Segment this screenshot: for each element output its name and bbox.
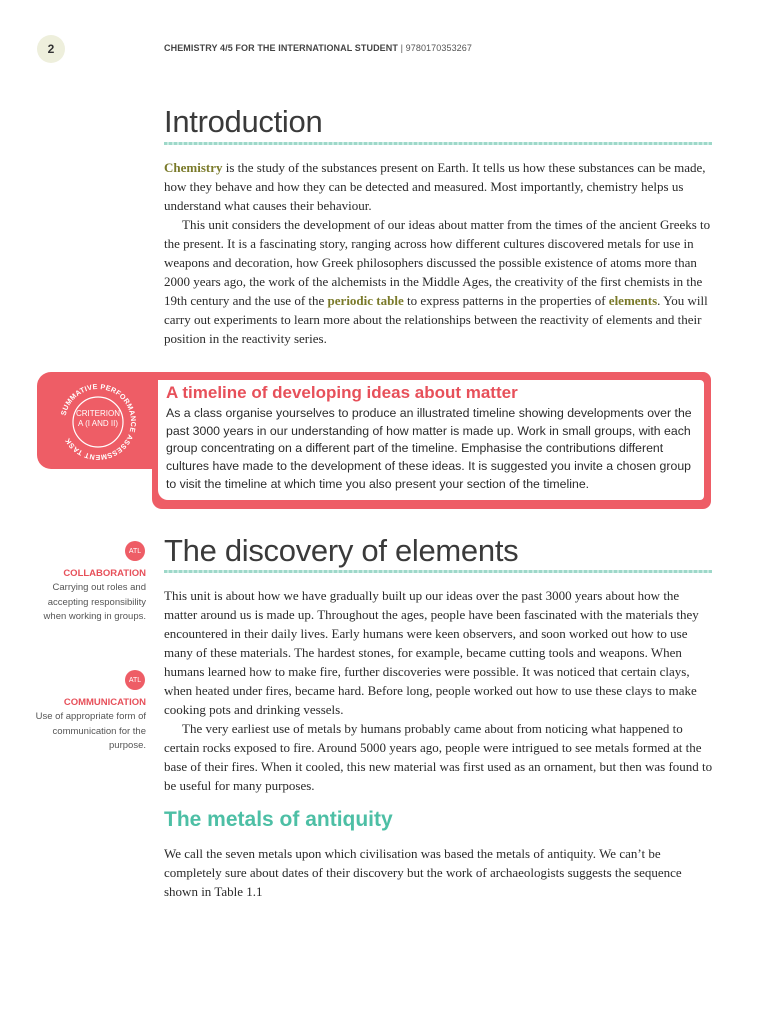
introduction-body (164, 158, 713, 348)
atl-communication-text: Use of appropriate form of communication for the purpose. (35, 711, 146, 751)
key-term-periodic-table: periodic table (327, 293, 404, 308)
key-term-chemistry: Chemistry (164, 160, 223, 175)
discovery-paragraph-2: The very earliest use of metals by humans probably came about from noticing what happened to certain rocks exposed to fire. Around 5000 years ago, people were intrigued to see metals formed at the base of their fires. When it cooled, this new material was first used as an ornament, but then was found to be useful for many purposes. (164, 721, 713, 793)
discovery-heading: The discovery of elements (164, 533, 519, 568)
atl-communication-heading: COMMUNICATION (63, 697, 146, 708)
running-head-separator: | (397, 43, 406, 53)
book-title: CHEMISTRY 4/5 FOR THE INTERNATIONAL STUDENT (164, 43, 398, 53)
introduction-p2-text-b: to express patterns in the properties of (403, 293, 609, 308)
introduction-heading: Introduction (164, 104, 323, 139)
introduction-p2-text-c: . You will carry out experiments to learn more about the relationships between the reactivity of elements and their position in the reactivity series. (164, 293, 708, 346)
antiquity-paragraph-1: We call the seven metals upon which civilisation was based the metals of antiquity. We can’t be completely sure about dates of their discovery but the work of archaeologists suggests the sequence shown in Table 1.1 (164, 846, 682, 899)
metals-of-antiquity-heading: The metals of antiquity (164, 808, 393, 831)
atl-collaboration-heading: COLLABORATION (63, 568, 146, 579)
introduction-p2-text-a: This unit considers the development of our ideas about matter from the times of the ancient Greeks to the present. It is a fascinating story, ranging across how different cultures discovered metals for use in weapons and decoration, how Greek philosophers discussed the possible existence of atoms more than 2000 years ago, the work of the alchemists in the Middle Ages, the creativity of the first chemists in the 19th century and the use of the (164, 217, 711, 308)
antiquity-body (164, 844, 713, 901)
discovery-body (164, 586, 713, 795)
running-head (164, 43, 472, 53)
assessment-task-text: As a class organise yourselves to produce an illustrated timeline showing developments over the past 3000 years in our understanding of how matter is made up. Work in small groups, with each group concentrating on a different part of the timeline. Emphasise the contributions different cultures have made to the development of these ideas. It is suggested you invite a chosen group to visit the timeline at which time you also present your section of the timeline. (166, 406, 692, 491)
atl-communication-icon: ATL (125, 670, 145, 690)
discovery-paragraph-1: This unit is about how we have gradually built up our ideas over the past 3000 years about how the matter around us is made up. Throughout the ages, people have been fascinated with the materials they encountered in their daily lives. Early humans were keen observers, and soon worked out how to use many of these materials. The hardest stones, for example, became cutting tools and weapons. When humans learned how to make fire, further discoveries were possible. It was noticed that certain clays, when heated under fires, became hard. Before long, people worked out how to use these clays to make cooking pots and drinking vessels. (164, 588, 699, 717)
page-number: 2 (37, 35, 65, 63)
assessment-task-title: A timeline of developing ideas about matter (166, 383, 518, 402)
criterion-line-2: A (I AND II) (77, 419, 118, 428)
badge-ring-text: SUMMATIVE PERFORMANCE ASSESSMENT TASK (58, 381, 139, 463)
isbn: 9780170353267 (405, 43, 472, 53)
introduction-paragraph-1 (164, 158, 713, 215)
introduction-heading-rule (164, 142, 712, 145)
atl-collaboration-icon: ATL (125, 541, 145, 561)
discovery-heading-rule (164, 570, 712, 573)
introduction-p1-text: is the study of the substances present on Earth. It tells us how these substances can be made, how they behave and how they can be detected and measured. Most importantly, chemistry helps us understand what causes their behaviour. (164, 160, 706, 213)
criterion-label (70, 409, 126, 429)
key-term-elements: elements (608, 293, 658, 308)
introduction-paragraph-2 (164, 215, 713, 348)
criterion-line-1: CRITERION (76, 409, 120, 418)
atl-collaboration-text: Carrying out roles and accepting responsibility when working in groups. (43, 582, 146, 622)
